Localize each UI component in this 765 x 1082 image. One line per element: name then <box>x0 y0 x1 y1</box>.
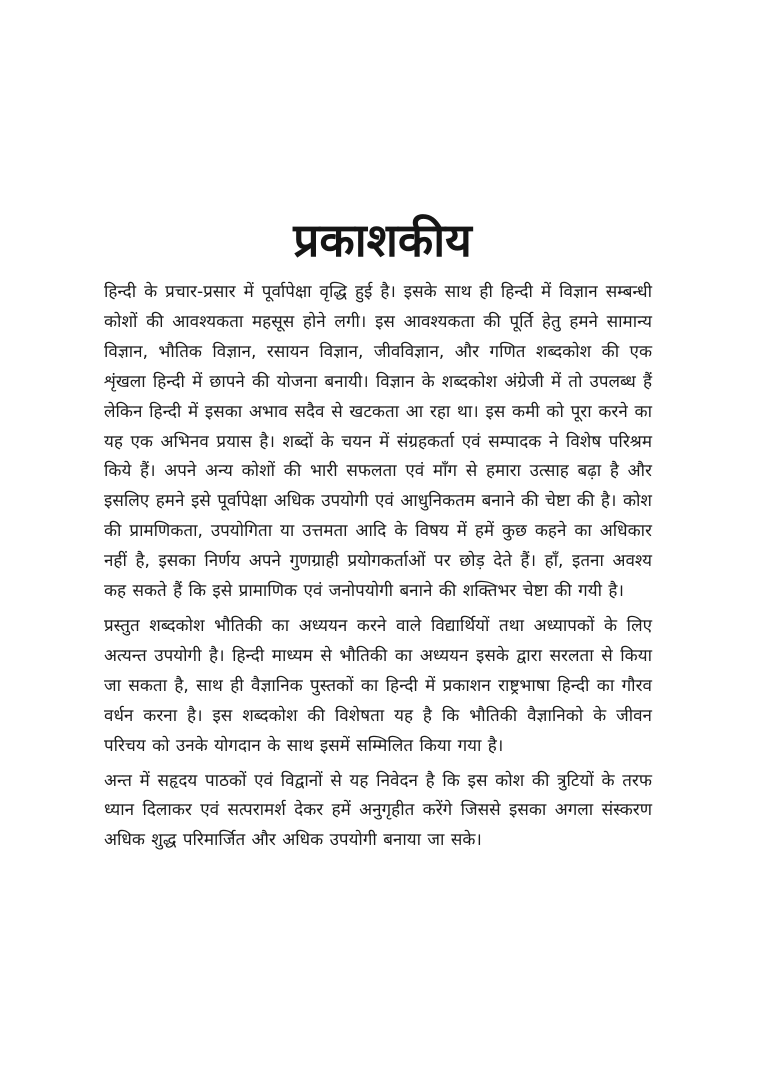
paragraph-1: हिन्दी के प्रचार-प्रसार में पूर्वापेक्षा वृद्धि हुई है। इसके साथ ही हिन्दी में विज्ञान सम्बन्धी कोशों की आवश्यकता महसूस होने लगी। इस आवश्यकता की पूर्ति हेतु हमने सामान्य विज्ञान, भौतिक विज्ञान, रसायन विज्ञान, जीवविज्ञान, और गणित शब्दकोश की एक शृंखला हिन्दी में छापने की योजना बनायी। विज्ञान के शब्दकोश अंग्रेजी में तो उपलब्ध हैं लेकिन हिन्दी में इसका अभाव सदैव से खटकता आ रहा था। इस कमी को पूरा करने का यह एक अभिनव प्रयास है। शब्दों के चयन में संग्रहकर्ता एवं सम्पादक ने विशेष परिश्रम किये हैं। अपने अन्य कोशों की भारी सफलता एवं माँग से हमारा उत्साह बढ़ा है और इसलिए हमने इसे पूर्वापेक्षा अधिक उपयोगी एवं आधुनिकतम बनाने की चेष्टा की है। कोश की प्रामणिकता, उपयोगिता या उत्तमता आदि के विषय में हमें कुछ कहने का अधिकार नहीं है, इसका निर्णय अपने गुणग्राही प्रयोगकर्ताओं पर छोड़ देते हैं। हाँ, इतना अवश्य कह सकते हैं कि इसे प्रामाणिक एवं जनोपयोगी बनाने की शक्तिभर चेष्टा की गयी है। <box>104 282 652 602</box>
paragraph-3: अन्त में सहृदय पाठकों एवं विद्वानों से यह निवेदन है कि इस कोश की त्रुटियों के तरफ ध्यान दिलाकर एवं सत्परामर्श देकर हमें अनुगृहीत करेंगे जिससे इसका अगला संस्करण अधिक शुद्ध परिमार्जित और अधिक उपयोगी बनाया जा सके। <box>104 770 652 851</box>
paragraph-2: प्रस्तुत शब्दकोश भौतिकी का अध्ययन करने वाले विद्यार्थियों तथा अध्यापकों के लिए अत्यन्त उपयोगी है। हिन्दी माध्यम से भौतिकी का अध्ययन इसके द्वारा सरलता से किया जा सकता है, साथ ही वैज्ञानिक पुस्तकों का हिन्दी में प्रकाशन राष्ट्रभाषा हिन्दी का गौरव वर्धन करना है। इस शब्दकोश की विशेषता यह है कि भौतिकी वैज्ञानिको के जीवन परिचय को उनके योगदान के साथ इसमें सम्मिलित किया गया है। <box>104 615 652 756</box>
page-title: प्रकाशकीय <box>293 212 472 267</box>
body-text <box>104 278 652 861</box>
